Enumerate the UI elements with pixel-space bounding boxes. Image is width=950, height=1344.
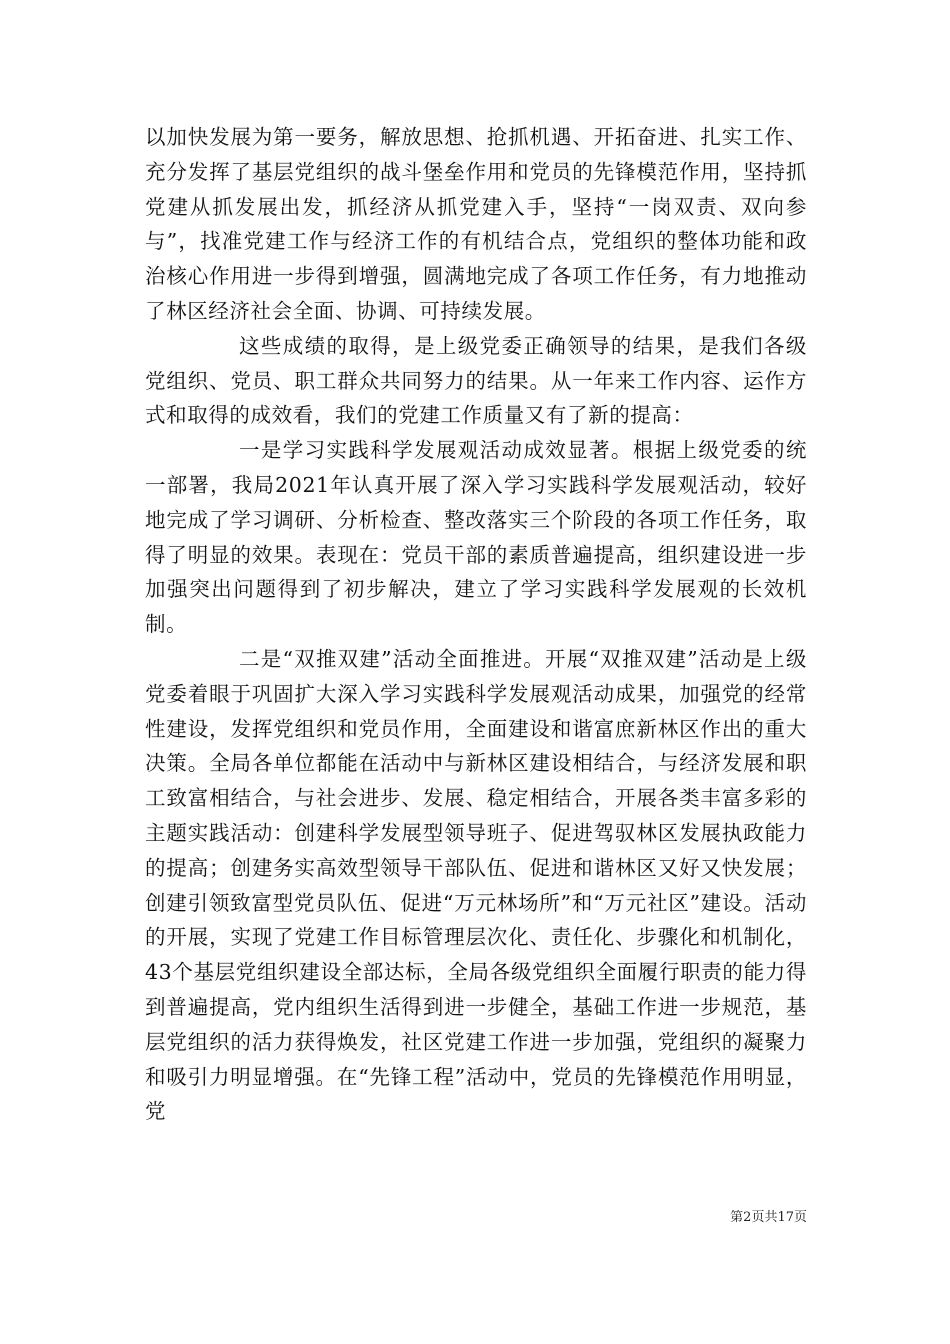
paragraph-4: 二是“双推双建”活动全面推进。开展“双推双建”活动是上级党委着眼于巩固扩大深入学习实践科学发展观活动成果，加强党的经常性建设，发挥党组织和党员作用，全面建设和谐富庶新林区作出的重大决策。全局各单位都能在活动中与新林区建设相结合，与经济发展和职工致富相结合，与社会进步、发展、稳定相结合，开展各类丰富多彩的主题实践活动：创建科学发展型领导班子、促进驾驭林区发展执政能力的提高；创建务实高效型领导干部队伍、促进和谐林区又好又快发展；创建引领致富型党员队伍、促进“万元林场所”和“万元社区”建设。活动的开展，实现了党建工作目标管理层次化、责任化、步骤化和机制化，43个基层党组织建设全部达标，全局各级党组织全面履行职责的能力得到普遍提高，党内组织生活得到进一步健全，基础工作进一步规范，基层党组织的活力获得焕发，社区党建工作进一步加强，党组织的凝聚力和吸引力明显增强。在“先锋工程”活动中，党员的先锋模范作用明显，党 [145, 646, 807, 1124]
document-body [145, 120, 807, 1129]
page-number-footer: 第2页共17页 [730, 1210, 807, 1225]
paragraph-1: 以加快发展为第一要务，解放思想、抢抓机遇、开拓奋进、扎实工作、充分发挥了基层党组织的战斗堡垒作用和党员的先锋模范作用，坚持抓党建从抓发展出发，抓经济从抓党建入手，坚持“一岗双责、双向参与”，找准党建工作与经济工作的有机结合点，党组织的整体功能和政治核心作用进一步得到增强，圆满地完成了各项工作任务，有力地推动了林区经济社会全面、协调、可持续发展。 [145, 125, 807, 323]
paragraph-3: 一是学习实践科学发展观活动成效显著。根据上级党委的统一部署，我局2021年认真开展了深入学习实践科学发展观活动，较好地完成了学习调研、分析检查、整改落实三个阶段的各项工作任务，取得了明显的效果。表现在：党员干部的素质普遍提高，组织建设进一步加强突出问题得到了初步解决，建立了学习实践科学发展观的长效机制。 [145, 438, 807, 637]
paragraph-2: 这些成绩的取得，是上级党委正确领导的结果，是我们各级党组织、党员、职工群众共同努力的结果。从一年来工作内容、运作方式和取得的成效看，我们的党建工作质量又有了新的提高： [145, 333, 807, 428]
